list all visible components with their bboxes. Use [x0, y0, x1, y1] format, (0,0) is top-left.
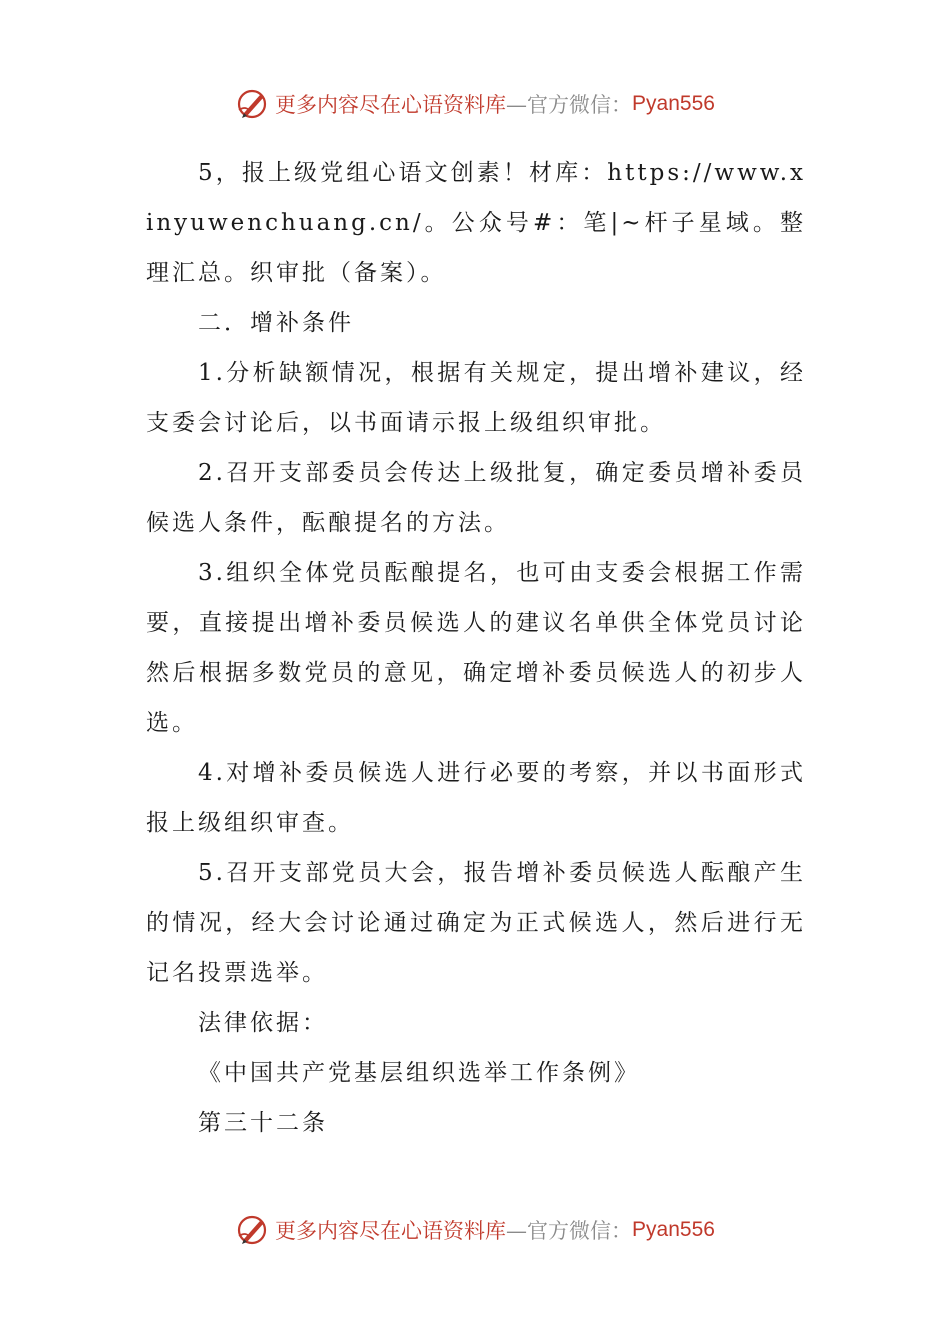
banner-slogan: 更多内容尽在心语资料库 [275, 1219, 507, 1243]
legal-basis-label: 法律依据： [198, 1010, 328, 1036]
section-heading-conditions: 二．增补条件 [198, 310, 354, 336]
pen-logo-icon [235, 1212, 271, 1248]
banner-slogan: 更多内容尽在心语资料库 [275, 93, 507, 117]
paragraph-step-3: 3.组织全体党员酝酿提名，也可由支委会根据工作需要，直接提出增补委员候选人的建议名单供全体党员讨论然后根据多数党员的意见，确定增补委员候选人的初步人选。 [146, 560, 806, 736]
paragraph-step-5: 5.召开支部党员大会，报告增补委员候选人酝酿产生的情况，经大会讨论通过确定为正式候选人，然后进行无记名投票选举。 [146, 860, 806, 986]
regulation-title: 《中国共产党基层组织选举工作条例》 [198, 1060, 640, 1086]
paragraph-step-2: 2.召开支部委员会传达上级批复，确定委员增补委员候选人条件，酝酿提名的方法。 [146, 460, 806, 536]
banner-wechat-label: —官方微信： [506, 93, 633, 117]
document-body [146, 148, 806, 1148]
banner-wechat-id: Pyan556 [632, 92, 715, 115]
pen-logo-icon [235, 86, 271, 122]
paragraph-step-4: 4.对增补委员候选人进行必要的考察，并以书面形式报上级组织审查。 [146, 760, 806, 836]
banner-wechat-label: —官方微信： [506, 1219, 633, 1243]
paragraph-step-1: 1.分析缺额情况，根据有关规定，提出增补建议，经支委会讨论后，以书面请示报上级组织审批。 [146, 360, 806, 436]
paragraph-1: 5，报上级党组心语文创素！材库：https://www.xinyuwenchuang.cn/。公众号#：笔|~杆子星域。整理汇总。织审批（备案）。 [146, 160, 806, 286]
footer-banner [0, 1208, 950, 1252]
article-number: 第三十二条 [198, 1110, 328, 1136]
banner-wechat-id: Pyan556 [632, 1218, 715, 1241]
header-banner [0, 82, 950, 126]
